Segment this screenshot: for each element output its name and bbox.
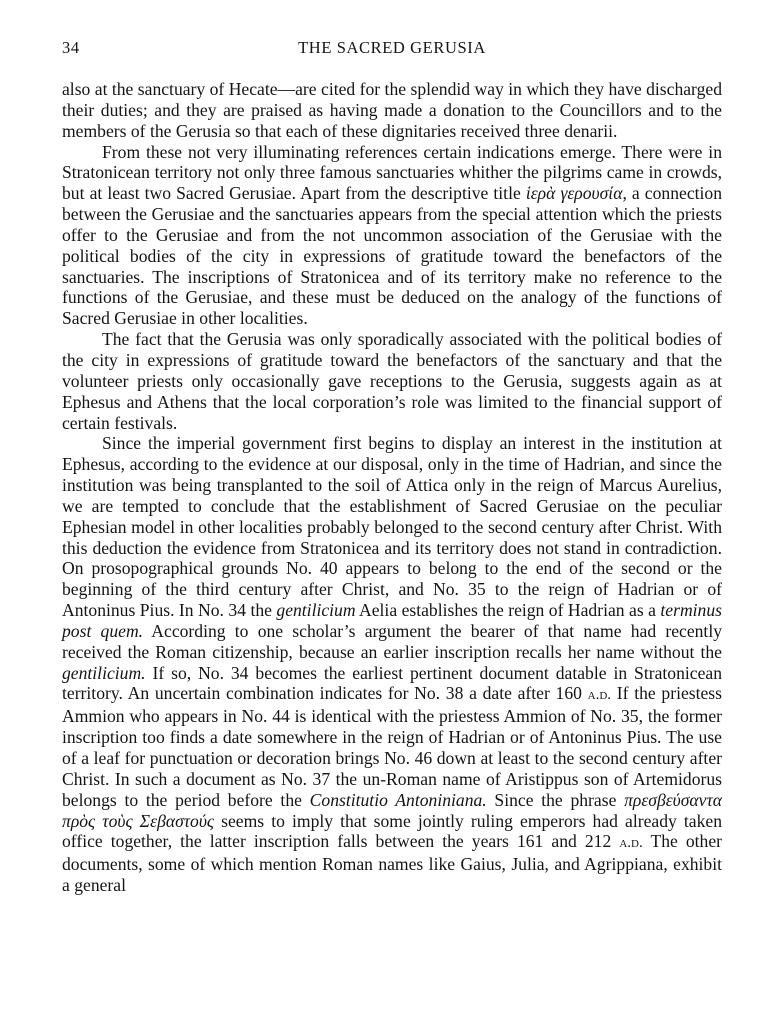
paragraph-4-text-c: Aelia establishes the reign of Hadrian as a [355,600,661,621]
running-head: THE SACRED GERUSIA [298,38,486,57]
paragraph-3-text: The fact that the Gerusia was only sporadically associated with the political bodies of the city in expressions of gratitude toward the benefactors of the sanctuary and that the volunteer priests only occasionally gave receptions to the Gerusia, suggests again as at Ephesus and Athens that the local corporation’s role was limited to the financial support of certain festivals. [62,329,722,433]
paragraph-3 [62,329,722,433]
paragraph-2 [62,142,722,330]
page-number: 34 [62,38,80,57]
paragraph-4-text-i: If the priestess Ammion who appears in No. 44 is identical with the priestess Ammion of No. 35, the former inscription too finds a date somewhere in the reign of Hadrian or of Antoninus Pius. The use of a leaf for punctuation or decoration brings No. 46 down at least to the second century after Christ. In such a document as No. 37 the un-Roman name of Aristippus son of Artemidorus belongs to the period before the [62,683,723,810]
paragraph-4-text-a: Since the imperial government first begins to display an interest in the institution at Ephesus, according to the evidence at our disposal, only in the time of Hadrian, and since the institution was being transplanted to the soil of Attica only in the reign of Marcus Aurelius, we are tempted to conclude that the establishment of Sacred Gerusiae on the peculiar Ephesian model in other localities probably belonged to the second century after Christ. With this deduction the evidence from Stratonicea and its territory does not stand in contradiction. On prosopographical grounds No. 40 appears to belong to the end of the second or the beginning of the third century after Christ, and No. 35 to the reign of Hadrian or of Antoninus Pius. In No. 34 the [62,433,722,621]
paragraph-4-text-e: According to one scholar’s argument the bearer of that name had recently received the Roman citizenship, because an earlier inscription recalls her name without the [62,620,723,662]
greek-phrase-hiera-gerousia: ἱερὰ γερουσία [525,183,623,204]
body-text [62,79,722,896]
era-abbreviation-2: a.d. [619,835,643,852]
paragraph-4-text-g: If so, No. 34 becomes the earliest pertinent document datable in Stratonicean territory. An uncertain combination indicates for No. 38 a date after 160 [62,662,722,704]
paragraph-4-text-o: The other documents, some of which mention Roman names like Gaius, Julia, and Agrippiana, exhibit a general [62,831,722,896]
paragraph-1 [62,79,722,142]
paragraph-1-text: also at the sanctuary of Hecate—are cited for the splendid way in which they have discharged their duties; and they are praised as having made a donation to the Councillors and to the members of the Gerusia so that each of these dignitaries received three denarii. [62,79,722,141]
paragraph-2-text-a: From these not very illuminating references certain indications emerge. There were in Stratonicean territory not only three famous sanctuaries whither the pilgrims came in crowds, but at least two Sacred Gerusiae. Apart from the descriptive title [62,141,722,204]
paragraph-4-text-m: seems to imply that some jointly ruling emperors had already taken office together, the latter inscription falls between the years 161 and 212 [62,810,723,852]
era-abbreviation: a.d. [587,687,612,704]
paragraph-4 [62,433,722,896]
term-gentilicium-2: gentilicium. [62,662,146,683]
term-terminus-post-quem: terminus post quem. [62,600,722,641]
term-gentilicium: gentilicium [276,600,356,621]
paragraph-2-text-c: , a connection between the Gerusiae and the sanctuaries appears from the special attention which the priests offer to the Gerusiae and from the not uncommon association of the Gerusiae with the political bodies of the city in expressions of gratitude toward the benefactors of the sanctuaries. The inscriptions of Stratonicea and of its territory make no reference to the functions of the Gerusiae, and these must be deduced on the analogy of the functions of Sacred Gerusiae in other localities. [62,183,722,329]
paragraph-4-text-k: Since the phrase [486,789,625,810]
term-constitutio-antoniniana: Constitutio Antoniniana. [309,789,487,810]
page-header [62,38,722,68]
greek-phrase-presbeusanta: πρεσβεύσαντα πρὸς τοὺς Σεβαστούς [62,789,723,831]
book-page [62,38,722,896]
